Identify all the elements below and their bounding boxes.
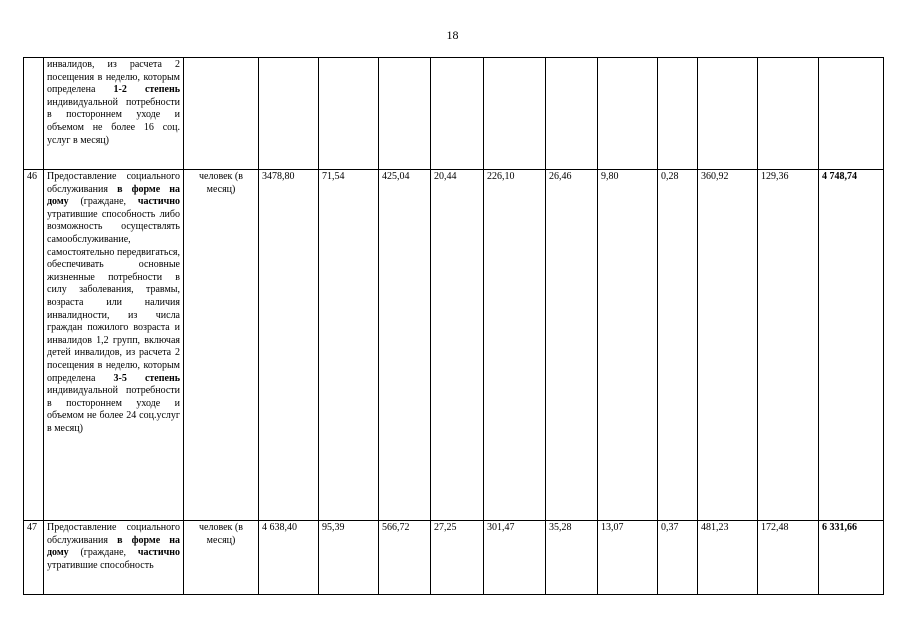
- table-row: [24, 58, 884, 170]
- description-emphasis: частично: [137, 196, 180, 208]
- value-cell: [598, 58, 658, 170]
- total-cell: 6 331,66: [819, 521, 884, 595]
- table-row: [24, 170, 884, 521]
- value-cell: 95,39: [319, 521, 379, 595]
- value-cell: [319, 58, 379, 170]
- description-emphasis: 1-2 степень: [113, 84, 180, 96]
- description-text: утратившие способность: [47, 559, 154, 571]
- value-cell: [546, 58, 598, 170]
- value-cell: [758, 58, 819, 170]
- row-number-cell: 47: [24, 521, 44, 595]
- value-cell: 9,80: [598, 170, 658, 521]
- value-cell: 3478,80: [259, 170, 319, 521]
- value-cell: [431, 58, 484, 170]
- value-cell: 27,25: [431, 521, 484, 595]
- value-cell: [484, 58, 546, 170]
- description-text: инвалидов, из расчета 2 посещения в неделю, которым определена: [47, 59, 180, 96]
- description-emphasis: частично: [137, 547, 180, 559]
- value-cell: 301,47: [484, 521, 546, 595]
- description-text: Предоставление социального обслуживания: [47, 522, 180, 546]
- unit-cell: человек (в месяц): [184, 521, 259, 595]
- description-emphasis: 3-5 степень: [113, 372, 180, 384]
- description-text: индивидуальной потребности в постороннем уходе и объемом не более 16 соц. услуг в месяц): [47, 96, 180, 146]
- table-row: [24, 521, 884, 595]
- value-cell: 566,72: [379, 521, 431, 595]
- value-cell: 35,28: [546, 521, 598, 595]
- value-cell: [259, 58, 319, 170]
- value-cell: 13,07: [598, 521, 658, 595]
- value-cell: 0,28: [658, 170, 698, 521]
- description-text: (граждане,: [68, 547, 138, 559]
- description-text: (граждане,: [68, 196, 138, 208]
- value-cell: [698, 58, 758, 170]
- cost-table: [23, 57, 884, 595]
- value-cell: 4 638,40: [259, 521, 319, 595]
- page-number: 18: [446, 28, 459, 42]
- value-cell: 26,46: [546, 170, 598, 521]
- unit-cell: [184, 58, 259, 170]
- row-number-cell: 46: [24, 170, 44, 521]
- row-number-cell: [24, 58, 44, 170]
- value-cell: 71,54: [319, 170, 379, 521]
- description-text: утратившие способность либо возможность осуществлять самообслуживание, самостоятельно передвигаться, обеспечивать основные жизненные потребности в силу заболевания, травмы, возраста или наличия инвалидности, из числа граждан пожилого возраста и инвалидов 1,2 групп, включая детей инвалидов, из расчета 2 посещения в неделю, которым определена: [47, 208, 180, 384]
- service-description-cell: [44, 58, 184, 170]
- total-cell: 4 748,74: [819, 170, 884, 521]
- total-cell: [819, 58, 884, 170]
- description-text: Предоставление социального обслуживания: [47, 171, 180, 195]
- description-emphasis: в форме на дому: [47, 534, 180, 559]
- value-cell: 172,48: [758, 521, 819, 595]
- service-description-cell: [44, 521, 184, 595]
- value-cell: 360,92: [698, 170, 758, 521]
- value-cell: [658, 58, 698, 170]
- unit-cell: человек (в месяц): [184, 170, 259, 521]
- value-cell: [379, 58, 431, 170]
- description-text: индивидуальной потребности в постороннем уходе и объемом не более 24 соц.услуг в месяц): [47, 385, 180, 434]
- value-cell: 425,04: [379, 170, 431, 521]
- service-description-cell: [44, 170, 184, 521]
- value-cell: 481,23: [698, 521, 758, 595]
- description-emphasis: в форме на дому: [47, 183, 180, 208]
- value-cell: 20,44: [431, 170, 484, 521]
- value-cell: 129,36: [758, 170, 819, 521]
- value-cell: 0,37: [658, 521, 698, 595]
- value-cell: 226,10: [484, 170, 546, 521]
